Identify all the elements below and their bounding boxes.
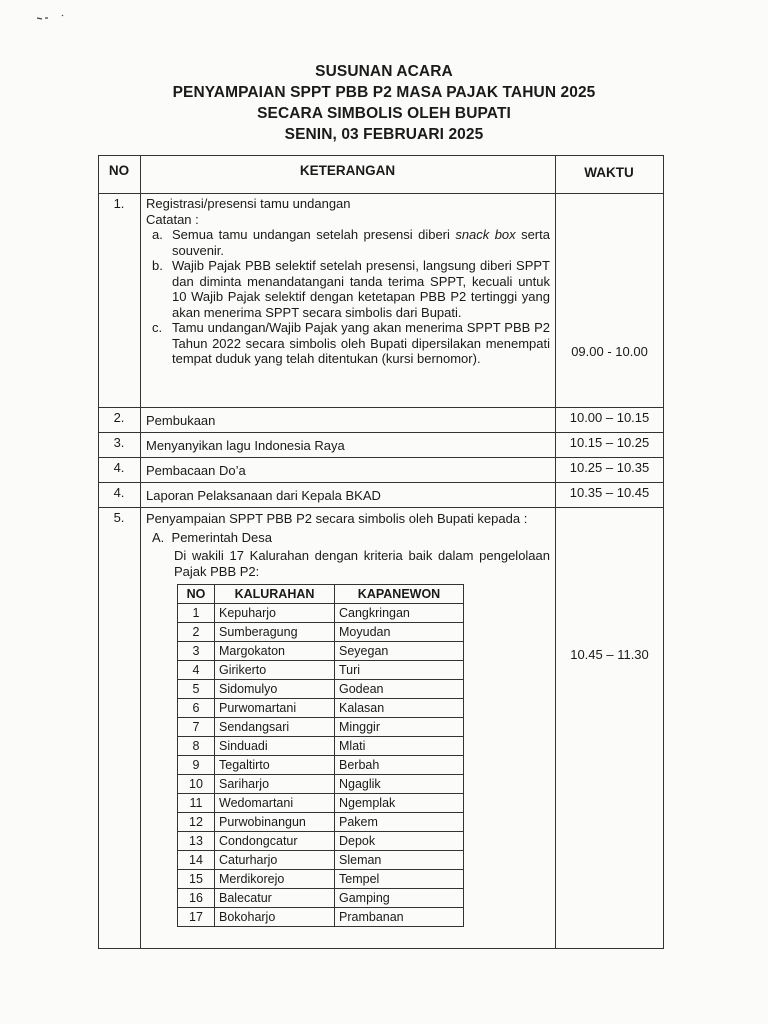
kalurahan-col-no: NO (178, 585, 215, 604)
kalurahan-row-no: 9 (178, 756, 215, 775)
kalurahan-row-kapanewon: Kalasan (335, 699, 464, 718)
kalurahan-row-no: 15 (178, 870, 215, 889)
note-b-label: b. (152, 258, 163, 273)
row-1-note-label: Catatan : (146, 211, 199, 227)
kalurahan-row-kapanewon: Depok (335, 832, 464, 851)
row-2-time: 10.00 – 10.15 (569, 410, 650, 425)
table-row (178, 870, 464, 889)
kalurahan-row-kapanewon: Berbah (335, 756, 464, 775)
kalurahan-table (177, 584, 464, 927)
column-header-keterangan: KETERANGAN (299, 163, 396, 178)
header-title: SUSUNAN ACARA (315, 63, 453, 80)
kalurahan-row-kapanewon: Ngemplak (335, 794, 464, 813)
kalurahan-row-kapanewon: Cangkringan (335, 604, 464, 623)
row-6-sub-heading (146, 530, 550, 546)
kalurahan-row-name: Balecatur (215, 889, 335, 908)
kalurahan-table-body (178, 604, 464, 927)
kalurahan-row-no: 1 (178, 604, 215, 623)
sub-label: A. (152, 529, 165, 545)
row-6-description (146, 511, 550, 579)
kalurahan-row-name: Sendangsari (215, 718, 335, 737)
table-row (178, 794, 464, 813)
row-3-time: 10.15 – 10.25 (569, 435, 650, 450)
kalurahan-row-kapanewon: Ngaglik (335, 775, 464, 794)
table-row (178, 908, 464, 927)
kalurahan-row-name: Sariharjo (215, 775, 335, 794)
kalurahan-row-no: 6 (178, 699, 215, 718)
sub-title: Pemerintah Desa (171, 529, 272, 545)
kalurahan-row-no: 12 (178, 813, 215, 832)
column-header-no: NO (108, 163, 130, 178)
row-5-time: 10.35 – 10.45 (569, 485, 650, 500)
table-row (178, 718, 464, 737)
row-6-sub-desc: Di wakili 17 Kalurahan dengan kriteria baik dalam pengelolaan Pajak PBB P2: (174, 548, 550, 579)
row-6-no: 5. (113, 510, 125, 525)
kalurahan-row-name: Sinduadi (215, 737, 335, 756)
kalurahan-row-no: 14 (178, 851, 215, 870)
kalurahan-row-no: 2 (178, 623, 215, 642)
header-date: SENIN, 03 FEBRUARI 2025 (284, 126, 484, 143)
table-row (178, 623, 464, 642)
kalurahan-row-name: Sidomulyo (215, 680, 335, 699)
kalurahan-row-name: Margokaton (215, 642, 335, 661)
document-header (0, 61, 768, 145)
kalurahan-row-kapanewon: Mlati (335, 737, 464, 756)
row-6-title: Penyampaian SPPT PBB P2 secara simbolis oleh Bupati kepada : (146, 511, 528, 526)
column-header-waktu: WAKTU (584, 165, 634, 180)
note-a-text-after: serta souvenir. (172, 227, 550, 258)
kalurahan-row-kapanewon: Seyegan (335, 642, 464, 661)
kalurahan-row-no: 13 (178, 832, 215, 851)
row-4-time: 10.25 – 10.35 (569, 460, 650, 475)
row-1-title: Registrasi/presensi tamu undangan (146, 196, 351, 211)
row-1-description (146, 196, 550, 367)
kalurahan-row-kapanewon: Moyudan (335, 623, 464, 642)
kalurahan-row-name: Sumberagung (215, 623, 335, 642)
kalurahan-row-no: 8 (178, 737, 215, 756)
table-row (178, 851, 464, 870)
kalurahan-row-kapanewon: Minggir (335, 718, 464, 737)
kalurahan-row-no: 5 (178, 680, 215, 699)
row-2-title: Pembukaan (146, 413, 216, 428)
row-2-no: 2. (113, 410, 125, 425)
row-5-no: 4. (113, 485, 125, 500)
kalurahan-row-kapanewon: Godean (335, 680, 464, 699)
row-4-no: 4. (113, 460, 125, 475)
kalurahan-row-kapanewon: Tempel (335, 870, 464, 889)
kalurahan-row-name: Condongcatur (215, 832, 335, 851)
kalurahan-row-name: Wedomartani (215, 794, 335, 813)
table-row (178, 680, 464, 699)
table-row (178, 604, 464, 623)
table-row (178, 756, 464, 775)
note-a-label: a. (152, 227, 163, 242)
kalurahan-row-no: 11 (178, 794, 215, 813)
row-1-no: 1. (113, 196, 125, 211)
kalurahan-row-name: Girikerto (215, 661, 335, 680)
table-row (178, 832, 464, 851)
row-6-time: 10.45 – 11.30 (570, 647, 649, 662)
kalurahan-col-kapanewon: KAPANEWON (335, 585, 464, 604)
row-1-note-c (146, 320, 550, 367)
table-row (178, 775, 464, 794)
table-row (178, 642, 464, 661)
note-c-label: c. (152, 320, 163, 335)
kalurahan-table-header (178, 585, 464, 604)
kalurahan-row-name: Purwomartani (215, 699, 335, 718)
table-row (178, 661, 464, 680)
kalurahan-row-kapanewon: Gamping (335, 889, 464, 908)
row-5-title: Laporan Pelaksanaan dari Kepala BKAD (146, 488, 381, 503)
kalurahan-row-kapanewon: Pakem (335, 813, 464, 832)
row-1-note-a (146, 227, 550, 258)
row-3-title: Menyanyikan lagu Indonesia Raya (146, 438, 345, 453)
table-row (178, 813, 464, 832)
table-row (178, 889, 464, 908)
kalurahan-row-no: 4 (178, 661, 215, 680)
kalurahan-row-kapanewon: Prambanan (335, 908, 464, 927)
table-row (178, 737, 464, 756)
header-subtitle: SECARA SIMBOLIS OLEH BUPATI (257, 105, 511, 122)
table-row (178, 699, 464, 718)
kalurahan-row-no: 7 (178, 718, 215, 737)
note-b-text: Wajib Pajak PBB selektif setelah presensi, langsung diberi SPPT dan diminta menandatangani tanda terima SPPT, kecuali untuk 10 Wajib Pajak selektif dengan ketetapan PBB P2 tertinggi yang akan menerima SPPT secara simbolis dari Bupati. (172, 258, 550, 320)
kalurahan-row-name: Tegaltirto (215, 756, 335, 775)
header-event: PENYAMPAIAN SPPT PBB P2 MASA PAJAK TAHUN 2025 (172, 84, 596, 101)
kalurahan-col-kalurahan: KALURAHAN (215, 585, 335, 604)
kalurahan-row-name: Bokoharjo (215, 908, 335, 927)
kalurahan-row-name: Purwobinangun (215, 813, 335, 832)
note-a-text: Semua tamu undangan setelah presensi diberi (172, 227, 456, 242)
kalurahan-row-no: 17 (178, 908, 215, 927)
kalurahan-row-name: Kepuharjo (215, 604, 335, 623)
kalurahan-row-no: 10 (178, 775, 215, 794)
row-4-title: Pembacaan Do’a (146, 463, 246, 478)
kalurahan-row-name: Caturharjo (215, 851, 335, 870)
kalurahan-row-kapanewon: Turi (335, 661, 464, 680)
row-1-note-b (146, 258, 550, 320)
row-3-no: 3. (113, 435, 125, 450)
kalurahan-row-name: Merdikorejo (215, 870, 335, 889)
kalurahan-row-no: 16 (178, 889, 215, 908)
row-1-time: 09.00 - 10.00 (571, 344, 648, 359)
scan-mark-icon (36, 14, 68, 20)
kalurahan-row-no: 3 (178, 642, 215, 661)
note-c-text: Tamu undangan/Wajib Pajak yang akan menerima SPPT PBB P2 Tahun 2022 secara simbolis oleh Bupati dipersilakan menempati tempat duduk yang telah ditentukan (kursi bernomor). (172, 320, 550, 366)
kalurahan-row-kapanewon: Sleman (335, 851, 464, 870)
note-a-italic: snack box (455, 227, 516, 242)
